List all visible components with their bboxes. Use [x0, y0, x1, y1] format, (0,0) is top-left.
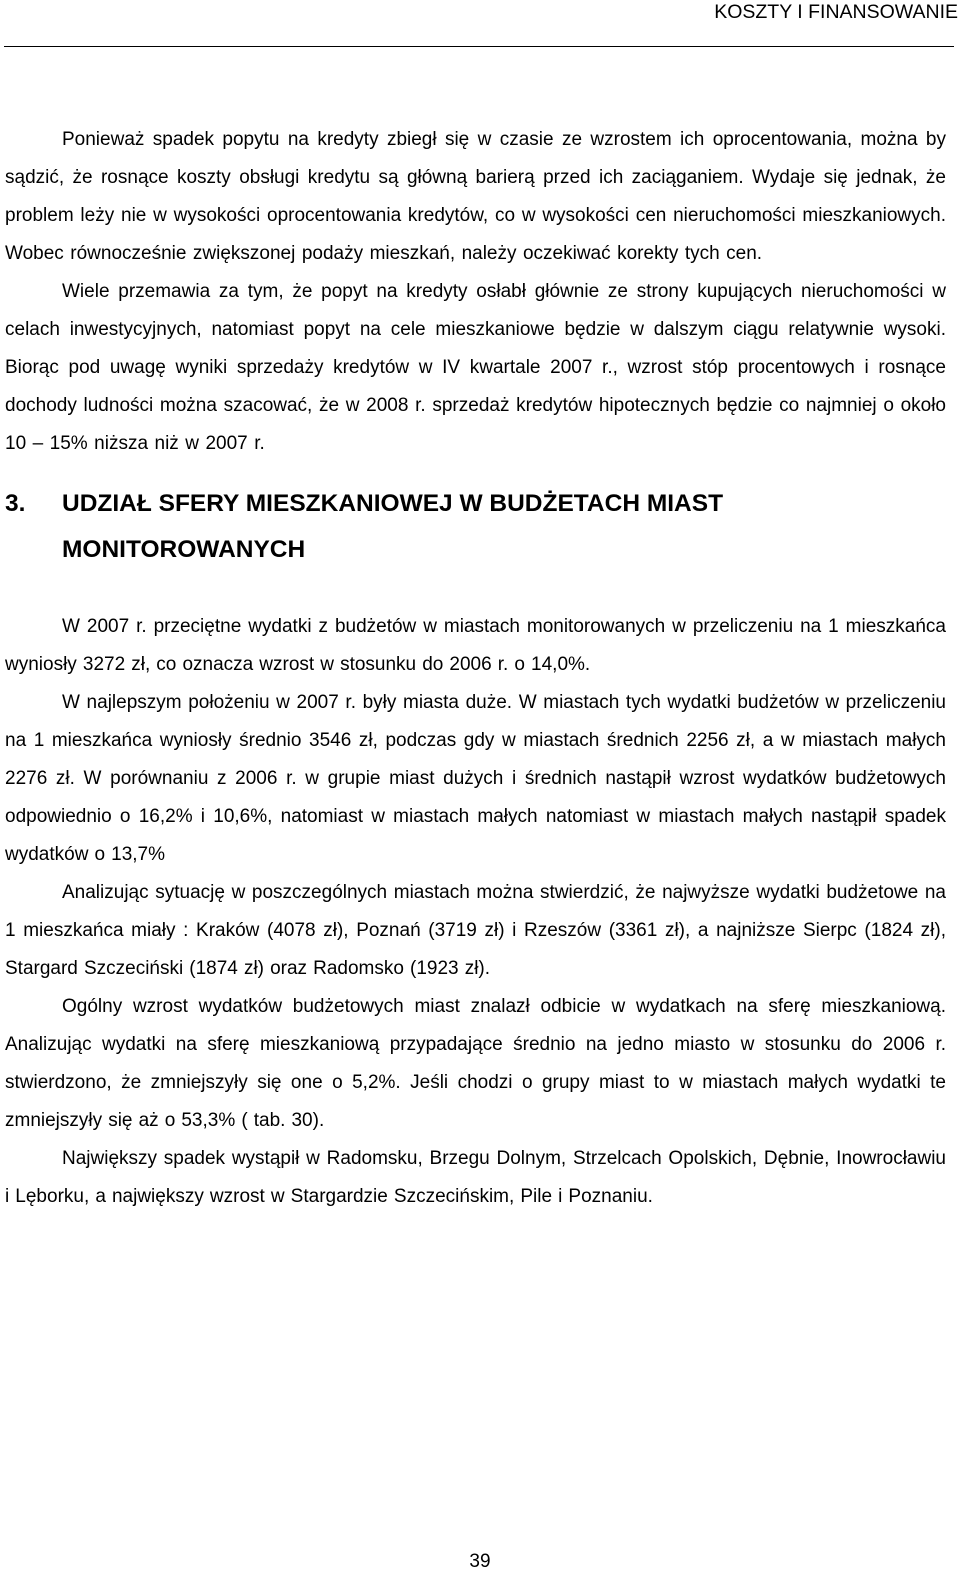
section-title: UDZIAŁ SFERY MIESZKANIOWEJ W BUDŻETACH MIAST MONITOROWANYCH [62, 490, 724, 563]
paragraph: W najlepszym położeniu w 2007 r. były miasta duże. W miastach tych wydatki budżetów w przeliczeniu na 1 mieszkańca wyniosły średnio 3546 zł, podczas gdy w miastach średnich 2256 zł, a w miastach małych 2276 zł. W porównaniu z 2006 r. w grupie miast dużych i średnich nastąpił wzrost wydatków budżetowych odpowiednio o 16,2% i 10,6%, natomiast w miastach małych natomiast w miastach małych nastąpił spadek wydatków o 13,7% [5, 692, 946, 865]
paragraph: Analizując sytuację w poszczególnych miastach można stwierdzić, że najwyższe wydatki budżetowe na 1 mieszkańca miały : Kraków (4078 zł), Poznań (3719 zł) i Rzeszów (3361 zł), a najniższe Sierpc (1824 zł), Stargard Szczeciński (1874 zł) oraz Radomsko (1923 zł). [5, 882, 946, 979]
paragraph: Ponieważ spadek popytu na kredyty zbiegł się w czasie ze wzrostem ich oprocentowania, można by sądzić, że rosnące koszty obsługi kredytu są główną barierą przed ich zaciąganiem. Wydaje się jednak, że problem leży nie w wysokości oprocentowania kredytów, co w wysokości cen nieruchomości mieszkaniowych. Wobec równocześnie zwiększonej podaży mieszkań, należy oczekiwać korekty tych cen. [5, 129, 946, 264]
body-text [5, 121, 946, 1216]
page-number: 39 [469, 1551, 491, 1572]
spacer [5, 463, 946, 481]
section-number: 3. [5, 490, 26, 517]
paragraph: Wiele przemawia za tym, że popyt na kredyty osłabł głównie ze strony kupujących nieruchomości w celach inwestycyjnych, natomiast popyt na cele mieszkaniowe będzie w dalszym ciągu relatywnie wysoki. Biorąc pod uwagę wyniki sprzedaży kredytów w IV kwartale 2007 r., wzrost stóp procentowych i rosnące dochody ludności można szacować, że w 2008 r. sprzedaż kredytów hipotecznych będzie co najmniej o około 10 – 15% niższa niż w 2007 r. [5, 281, 946, 454]
section-heading [5, 481, 946, 573]
running-header: KOSZTY I FINANSOWANIE [714, 1, 958, 23]
spacer [5, 573, 946, 608]
paragraph: Ogólny wzrost wydatków budżetowych miast znalazł odbicie w wydatkach na sferę mieszkaniową. Analizując wydatki na sferę mieszkaniową przypadające średnio na jedno miasto w stosunku do 2006 r. stwierdzono, że zmniejszyły się one o 5,2%. Jeśli chodzi o grupy miast to w miastach małych wydatki te zmniejszyły się aż o 53,3% ( tab. 30). [5, 996, 946, 1131]
paragraph: Największy spadek wystąpił w Radomsku, Brzegu Dolnym, Strzelcach Opolskich, Dębnie, Inowrocławiu i Lęborku, a największy wzrost w Stargardzie Szczecińskim, Pile i Poznaniu. [5, 1148, 946, 1207]
header-divider [4, 46, 954, 47]
paragraph: W 2007 r. przeciętne wydatki z budżetów w miastach monitorowanych w przeliczeniu na 1 mieszkańca wyniosły 3272 zł, co oznacza wzrost w stosunku do 2006 r. o 14,0%. [5, 616, 946, 675]
